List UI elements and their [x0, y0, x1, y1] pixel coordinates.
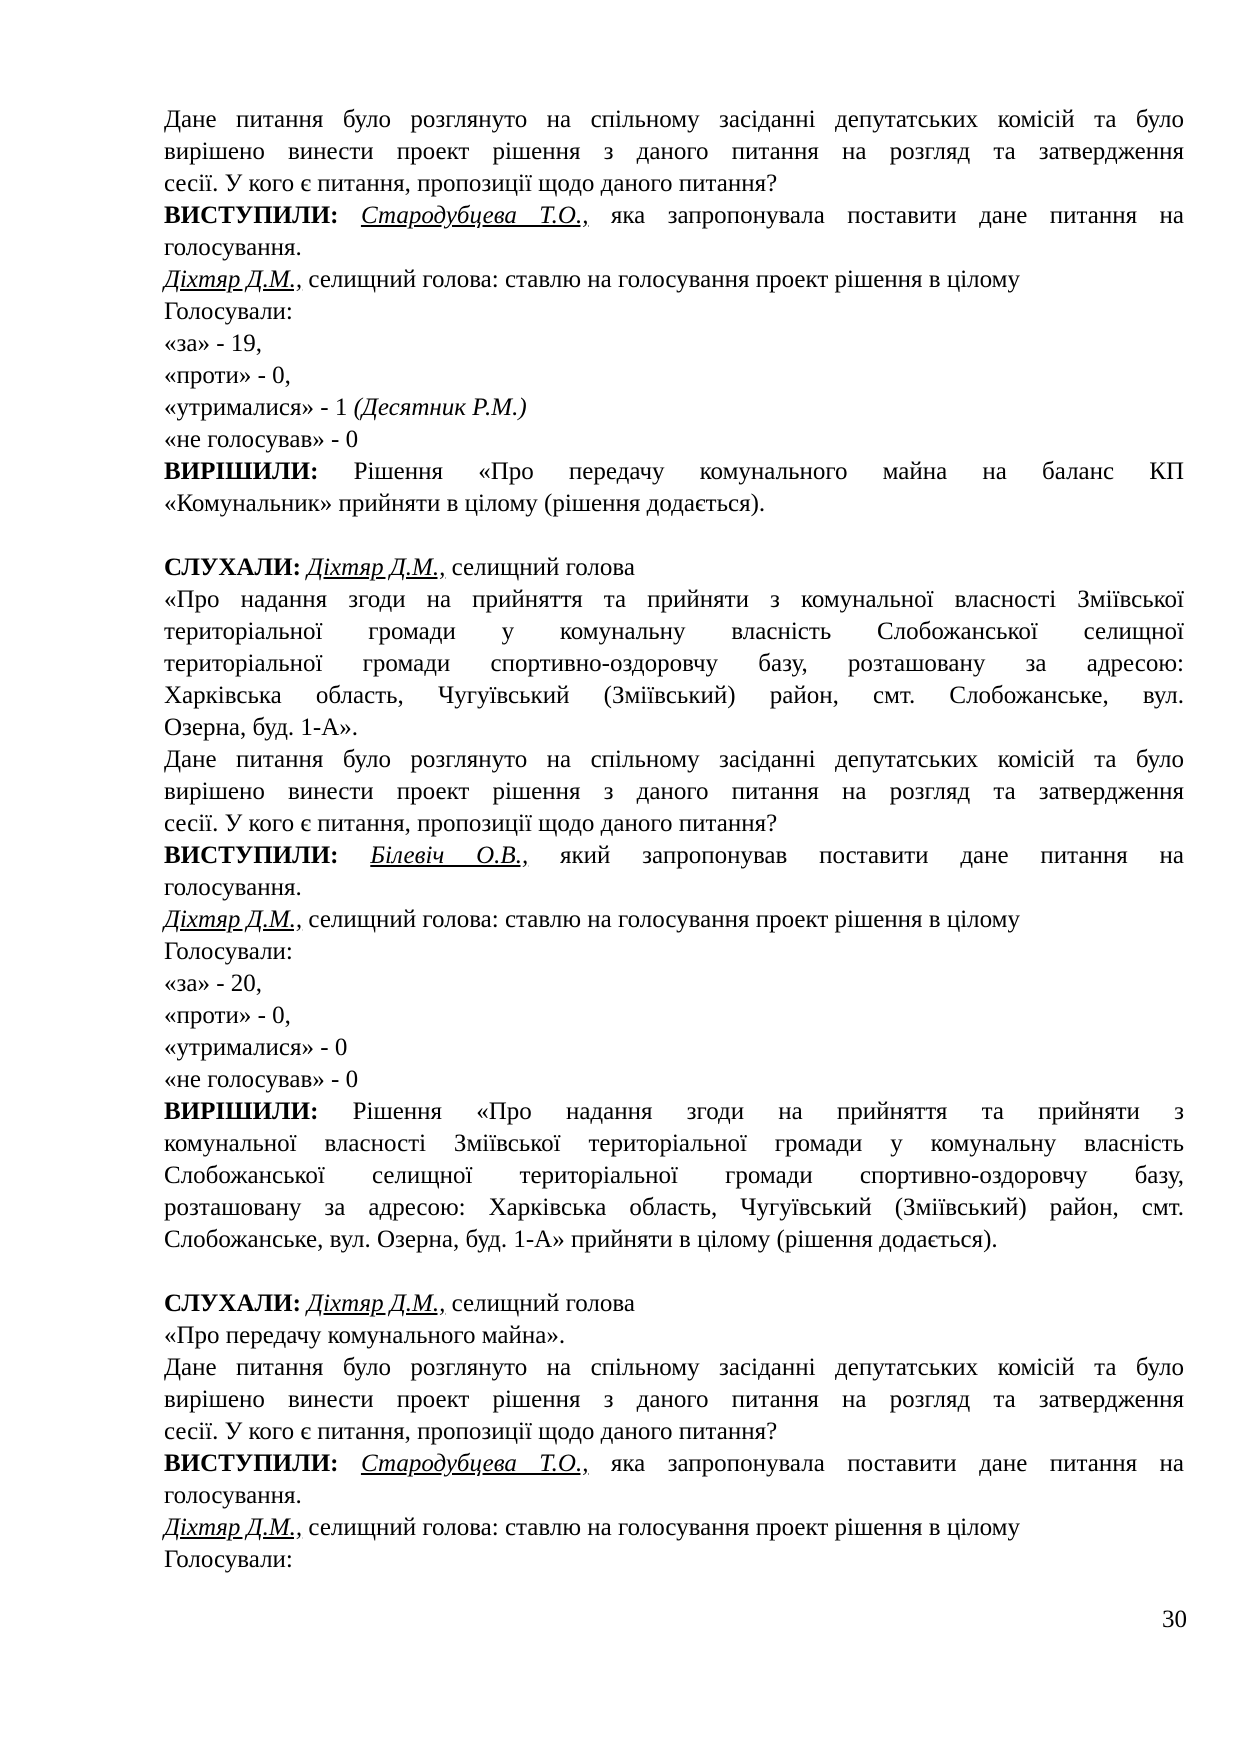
- speaker-line-cont: голосування.: [164, 1482, 302, 1509]
- paragraph-line: сесії. У кого є питання, пропозиції щодо даного питання?: [164, 810, 778, 837]
- decision-text: Рішення «Про надання згоди на прийняття та прийняти з: [318, 1098, 1184, 1125]
- speaker-label: ВИСТУПИЛИ:: [164, 1450, 339, 1477]
- heard-line: [164, 552, 1184, 584]
- paragraph-line: «Про надання згоди на прийняття та прийняти з комунальної власності Зміївської: [164, 586, 1184, 613]
- paragraph-line: Дане питання було розглянуто на спільному засіданні депутатських комісій та було: [164, 106, 1184, 133]
- chair-name: Діхтяр Д.М.,: [164, 266, 303, 293]
- decision-line: [164, 1096, 1184, 1128]
- votes-heading: Голосували:: [164, 298, 293, 325]
- paragraph-line: територіальної громади спортивно-оздоровчу базу, розташовану за адресою:: [164, 650, 1184, 677]
- heard-name: Діхтяр Д.М.,: [307, 1290, 446, 1317]
- page-number: 30: [1162, 1606, 1187, 1633]
- paragraph-line: сесії. У кого є питання, пропозиції щодо даного питання?: [164, 170, 778, 197]
- decision-text: розташовану за адресою: Харківська область, Чугуївський (Зміївський) район, смт.: [164, 1194, 1184, 1221]
- votes-abstained-names: (Десятник Р.М.): [353, 394, 527, 421]
- decision-text: Рішення «Про передачу комунального майна на баланс КП: [318, 458, 1184, 485]
- paragraph-line: вирішено винести проект рішення з даного питання на розгляд та затвердження: [164, 778, 1184, 805]
- votes-for: «за» - 19,: [164, 330, 263, 357]
- speaker-line: [164, 200, 1184, 232]
- decision-line: [164, 1224, 1184, 1256]
- speaker-name: Стародубцева Т.О.,: [360, 202, 589, 229]
- chair-name: Діхтяр Д.М.,: [164, 1514, 303, 1541]
- section-spacer: [164, 1256, 1184, 1288]
- chair-text: селищний голова: ставлю на голосування проект рішення в цілому: [302, 266, 1020, 293]
- section-spacer: [164, 520, 1184, 552]
- speaker-name: Стародубцева Т.О.,: [360, 1450, 589, 1477]
- decision-text: «Комунальник» прийняти в цілому (рішення додається).: [164, 490, 766, 517]
- chair-text: селищний голова: ставлю на голосування проект рішення в цілому: [302, 906, 1020, 933]
- chair-line: [164, 904, 1184, 936]
- document-body: [164, 104, 1184, 1576]
- paragraph-line: вирішено винести проект рішення з даного питання на розгляд та затвердження: [164, 138, 1184, 165]
- decision-line: [164, 1128, 1184, 1160]
- speaker-line: [164, 840, 1184, 872]
- chair-line: [164, 264, 1184, 296]
- votes-not-voted: «не голосував» - 0: [164, 426, 359, 453]
- speaker-line-cont: голосування.: [164, 874, 302, 901]
- heard-label: СЛУХАЛИ:: [164, 1290, 301, 1317]
- speaker-text: яка запропонувала поставити дане питання на: [588, 202, 1185, 229]
- speaker-label: ВИСТУПИЛИ:: [164, 842, 339, 869]
- paragraph-line: Харківська область, Чугуївський (Зміївський) район, смт. Слобожанське, вул.: [164, 682, 1184, 709]
- heard-name: Діхтяр Д.М.,: [307, 554, 446, 581]
- paragraph-line: вирішено винести проект рішення з даного питання на розгляд та затвердження: [164, 1386, 1184, 1413]
- speaker-line: [164, 1448, 1184, 1480]
- heard-line: [164, 1288, 1184, 1320]
- decision-text: Слобожанської селищної територіальної громади спортивно-оздоровчу базу,: [164, 1162, 1184, 1189]
- speaker-text: яка запропонувала поставити дане питання на: [588, 1450, 1185, 1477]
- votes-heading: Голосували:: [164, 938, 293, 965]
- chair-text: селищний голова: ставлю на голосування проект рішення в цілому: [302, 1514, 1020, 1541]
- votes-abstained: «утрималися» - 0: [164, 1034, 348, 1061]
- paragraph-line: територіальної громади у комунальну власність Слобожанської селищної: [164, 618, 1184, 645]
- decision-line: [164, 456, 1184, 488]
- paragraph-line: Дане питання було розглянуто на спільному засіданні депутатських комісій та було: [164, 746, 1184, 773]
- chair-name: Діхтяр Д.М.,: [164, 906, 303, 933]
- votes-against: «проти» - 0,: [164, 362, 291, 389]
- heard-text: селищний голова: [445, 554, 635, 581]
- speaker-line-cont: голосування.: [164, 234, 302, 261]
- heard-text: селищний голова: [445, 1290, 635, 1317]
- paragraph-line: «Про передачу комунального майна».: [164, 1322, 566, 1349]
- decision-label: ВИРІШИЛИ:: [164, 458, 319, 485]
- heard-label: СЛУХАЛИ:: [164, 554, 301, 581]
- chair-line: [164, 1512, 1184, 1544]
- votes-not-voted: «не голосував» - 0: [164, 1066, 359, 1093]
- votes-against: «проти» - 0,: [164, 1002, 291, 1029]
- decision-line: [164, 1192, 1184, 1224]
- votes-abstained: «утрималися» - 1: [164, 394, 354, 421]
- speaker-name: Білевіч О.В.,: [370, 842, 529, 869]
- paragraph-line: Дане питання було розглянуто на спільному засіданні депутатських комісій та було: [164, 1354, 1184, 1381]
- speaker-label: ВИСТУПИЛИ:: [164, 202, 339, 229]
- votes-abstained-line: [164, 392, 1184, 424]
- votes-for: «за» - 20,: [164, 970, 263, 997]
- speaker-text: який запропонував поставити дане питання на: [528, 842, 1185, 869]
- decision-text: Слобожанське, вул. Озерна, буд. 1-А» прийняти в цілому (рішення додається).: [164, 1226, 998, 1253]
- paragraph-line: Озерна, буд. 1-А».: [164, 714, 359, 741]
- decision-text: комунальної власності Зміївської територіальної громади у комунальну власність: [164, 1130, 1184, 1157]
- votes-abstained-line: [164, 1032, 1184, 1064]
- decision-label: ВИРІШИЛИ:: [164, 1098, 319, 1125]
- decision-line: [164, 1160, 1184, 1192]
- paragraph-line: сесії. У кого є питання, пропозиції щодо даного питання?: [164, 1418, 778, 1445]
- plain-line: Голосували:: [164, 1546, 293, 1573]
- decision-line: [164, 488, 1184, 520]
